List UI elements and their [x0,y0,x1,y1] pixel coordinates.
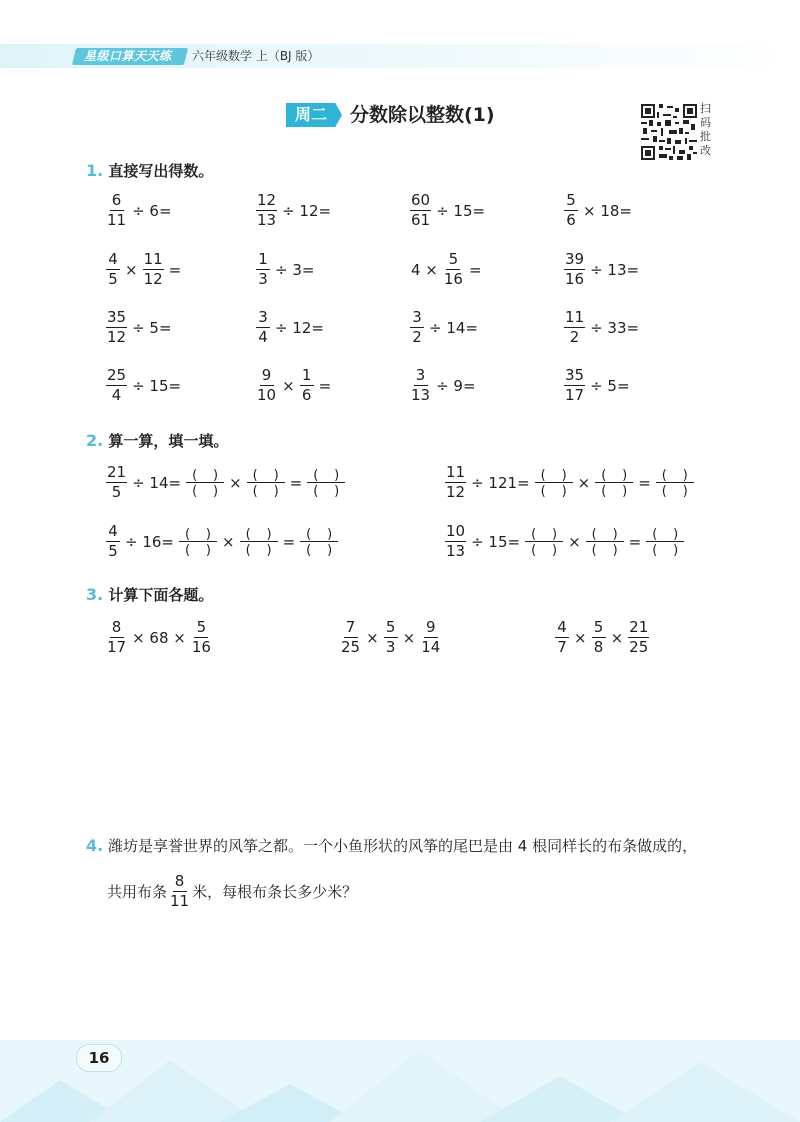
numerator: 9 [424,620,438,638]
fraction [628,620,649,655]
operator-text: × [366,628,379,647]
fraction [410,193,431,228]
section-1-title: 直接写出得数。 [108,162,214,180]
numerator: 1 [256,252,270,270]
answer-blank-fraction[interactable]: ( ) ( ) [525,528,563,556]
fraction [384,620,398,655]
problem-1-10 [254,310,327,345]
fraction [106,310,127,345]
problem-1-8 [562,252,642,287]
section-3-title: 计算下面各题。 [108,586,214,604]
page-number: 16 [76,1044,122,1072]
denominator: 2 [569,328,580,346]
numerator: 25 [107,366,127,384]
problem-3-3 [553,620,651,655]
operator-text: = [468,260,482,279]
fraction [143,252,164,287]
denominator: 16 [565,270,585,288]
operator-text: ÷ 121= [471,473,530,492]
problem-2-2 [443,465,696,500]
section-4-line-2 [107,874,357,909]
fraction [443,252,464,287]
series-name: 星级口算天天练 [84,49,172,63]
numerator: 5 [194,620,208,638]
numerator: 11 [446,463,466,481]
numerator: 9 [260,368,274,386]
numerator: 5 [384,620,398,638]
denominator: 7 [557,638,567,656]
numerator: 4 [106,524,120,542]
operator-text: × 18= [583,201,632,220]
section-3-header [86,584,213,605]
operator-text: ÷ 9= [436,376,476,395]
section-4-number: 4. [86,836,104,855]
fraction [106,465,127,500]
denominator: 12 [143,270,163,288]
section-1-header [86,160,213,181]
operator-text: ÷ 5= [590,376,630,395]
fraction [564,310,585,345]
operator-text: 4 × [411,260,438,279]
section-4-text-2b: 米，每根布条长多少米？ [192,882,358,901]
operator-text: ÷ 33= [590,318,640,337]
problem-3-1 [104,620,214,655]
fraction [256,310,270,345]
denominator: 25 [629,638,649,656]
problem-1-3 [408,193,488,228]
denominator: 6 [566,211,576,229]
operator-text: ÷ 15= [132,376,182,395]
fraction [592,620,606,655]
numerator: 39 [565,250,585,268]
denominator: 14 [421,638,441,656]
problem-1-14 [254,368,334,403]
operator-text: = [638,473,651,492]
operator-text: ÷ 13= [590,260,640,279]
operator-text: = [282,532,296,551]
denominator: 61 [411,211,431,229]
problem-1-12 [562,310,642,345]
fraction [564,368,585,403]
operator-text: × [577,473,591,492]
answer-blank-fraction[interactable]: ( ) ( ) [247,469,285,497]
problem-1-1 [104,193,175,228]
section-2-header [86,430,228,451]
operator-text: = [628,532,642,551]
fraction [564,252,585,287]
numerator: 5 [446,252,460,270]
operator-text: ÷ 15= [471,532,521,551]
problem-1-9 [104,310,175,345]
fraction [256,368,277,403]
fraction [106,620,127,655]
problem-1-13 [104,368,184,403]
numerator: 4 [106,252,120,270]
book-name: 六年级数学 上（BJ 版） [192,49,320,63]
section-2-title: 算一算，填一填。 [108,432,229,450]
fraction [445,524,466,559]
denominator: 16 [443,270,463,288]
fraction [191,620,212,655]
answer-blank-fraction[interactable]: ( ) ( ) [586,528,624,556]
section-3-number: 3. [86,585,104,604]
denominator: 13 [446,542,466,560]
answer-blank-fraction[interactable]: ( ) ( ) [595,469,633,497]
numerator: 4 [555,620,569,638]
fraction [106,524,120,559]
answer-blank-fraction[interactable]: ( ) ( ) [179,528,217,556]
qr-code-icon[interactable] [641,104,697,160]
answer-blank-fraction[interactable]: ( ) ( ) [186,469,224,497]
problem-2-3 [104,524,340,559]
numerator: 5 [592,620,606,638]
operator-text: × [402,628,416,647]
problem-1-16 [562,368,633,403]
denominator: 13 [411,386,431,404]
fraction [106,252,120,287]
operator-text: × [125,260,138,279]
denominator: 17 [565,386,585,404]
numerator: 11 [143,250,163,268]
denominator: 2 [412,328,422,346]
numerator: 3 [256,310,270,328]
numerator: 10 [446,522,466,540]
operator-text: × 68 × [132,628,186,647]
section-2-number: 2. [86,431,104,450]
section-4-text-1: 潍坊是享誉世界的风筝之都。一个小鱼形状的风筝的尾巴是由 4 根同样长的布条做成的， [108,837,698,855]
answer-blank-fraction[interactable]: ( ) ( ) [300,528,338,556]
numerator: 6 [110,193,124,211]
operator-text: = [318,376,332,395]
operator-text: × [574,628,587,647]
fraction [256,193,277,228]
fraction [106,368,127,403]
section-4-line-1 [86,836,776,856]
operator-text: × [229,473,242,492]
numerator: 8 [110,620,124,638]
denominator: 3 [258,270,268,288]
problem-3-2 [338,620,443,655]
numerator: 3 [410,310,424,328]
numerator: 60 [411,191,431,209]
operator-text: × [568,532,581,551]
page-title: 分数除以整数(1) [350,104,495,126]
answer-blank-fraction[interactable]: ( ) ( ) [646,528,684,556]
section-4-text-2a: 共用布条 [107,882,168,901]
day-label: 周二 [294,105,327,124]
denominator: 17 [107,638,127,656]
fraction [340,620,361,655]
fraction [410,368,431,403]
denominator: 4 [111,386,122,404]
operator-text: ÷ 6= [132,201,172,220]
denominator: 11 [170,892,190,910]
numerator: 1 [300,368,314,386]
numerator: 35 [565,366,585,384]
problem-1-5 [104,252,184,287]
fraction [445,465,466,500]
numerator: 5 [564,193,578,211]
answer-blank-fraction[interactable]: ( ) ( ) [535,469,573,497]
denominator: 12 [107,328,127,346]
section-1-number: 1. [86,161,104,180]
operator-text: ÷ 12= [275,318,324,337]
numerator: 12 [257,191,277,209]
denominator: 3 [385,638,396,656]
denominator: 13 [257,211,277,229]
denominator: 10 [257,386,277,404]
answer-blank-fraction[interactable]: ( ) ( ) [240,528,278,556]
numerator: 21 [629,618,649,636]
operator-text: ÷ 14= [429,318,478,337]
operator-text: × [282,376,295,395]
numerator: 7 [344,620,358,638]
scan-to-grade-label: 扫码批改 [700,102,711,157]
denominator: 5 [111,483,122,501]
operator-text: × [610,628,624,647]
denominator: 4 [258,328,268,346]
problem-1-11 [408,310,481,345]
operator-text: = [289,473,303,492]
operator-text: ÷ 3= [275,260,315,279]
denominator: 6 [301,386,312,404]
problem-1-6 [254,252,317,287]
answer-blank-fraction[interactable]: ( ) ( ) [656,469,694,497]
fraction [256,252,270,287]
operator-text: = [168,260,182,279]
operator-text: ÷ 5= [132,318,172,337]
answer-blank-fraction[interactable]: ( ) ( ) [307,469,345,497]
fraction [300,368,314,403]
fraction [555,620,569,655]
denominator: 8 [593,638,604,656]
operator-text: ÷ 12= [282,201,332,220]
numerator: 3 [414,368,428,386]
denominator: 16 [191,638,211,656]
problem-2-1 [104,465,347,500]
fraction [420,620,441,655]
numerator: 35 [107,308,127,326]
numerator: 21 [107,463,127,481]
fraction [169,874,190,909]
denominator: 12 [446,483,466,501]
operator-text: ÷ 16= [125,532,174,551]
denominator: 5 [108,270,118,288]
problem-1-15 [408,368,479,403]
operator-text: × [222,532,235,551]
fraction [564,193,578,228]
problem-1-2 [254,193,334,228]
fraction [410,310,424,345]
operator-text: ÷ 14= [132,473,182,492]
problem-2-4 [443,524,686,559]
operator-text: ÷ 15= [436,201,486,220]
denominator: 11 [107,211,127,229]
denominator: 5 [108,542,118,560]
denominator: 25 [341,638,361,656]
numerator: 11 [565,308,585,326]
numerator: 8 [173,874,187,892]
fraction [106,193,127,228]
problem-1-7 [408,252,485,287]
problem-1-4 [562,193,635,228]
